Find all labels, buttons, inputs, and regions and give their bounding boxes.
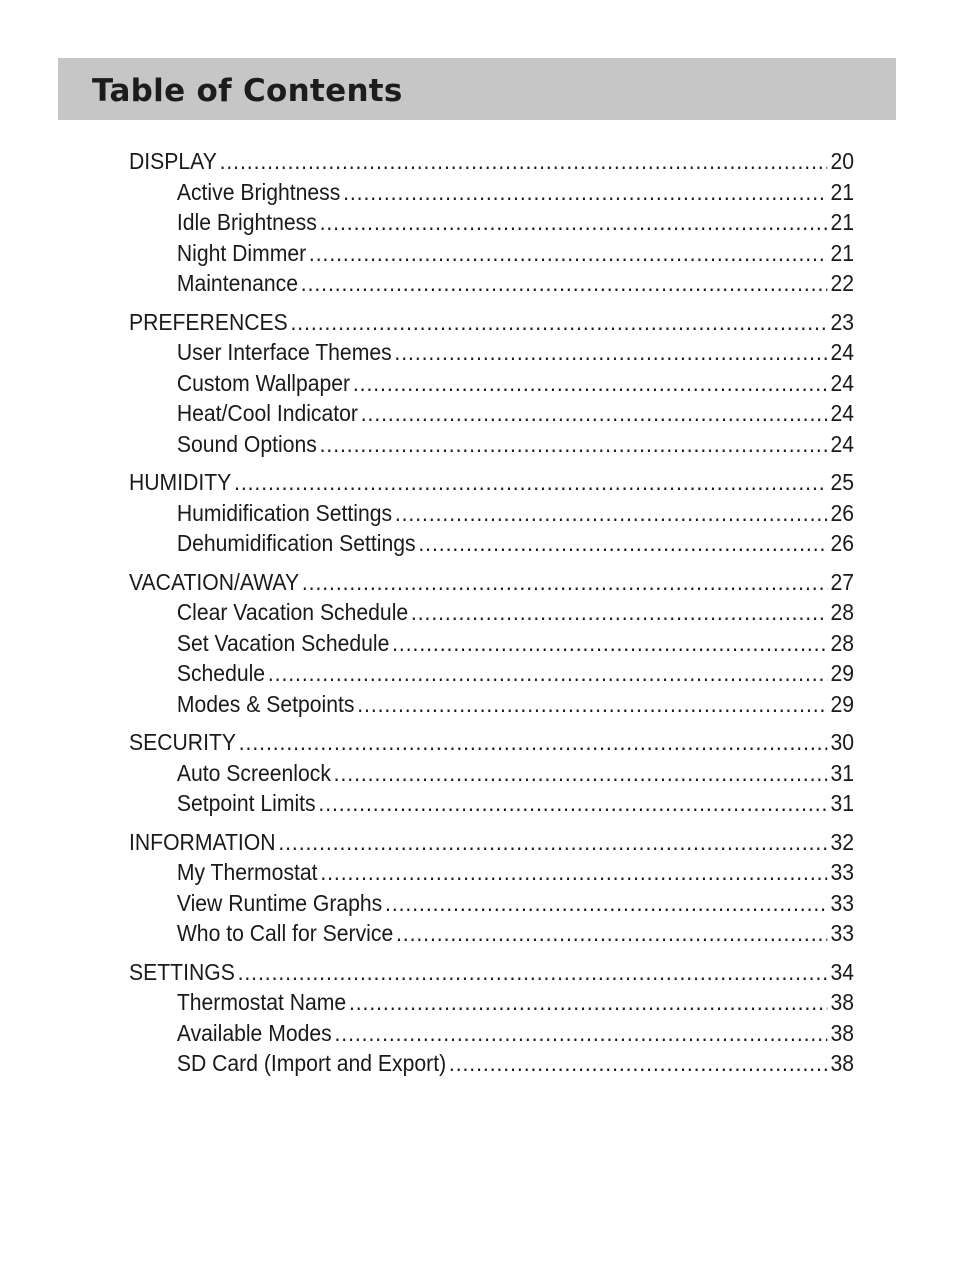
toc-subentry[interactable] xyxy=(129,238,854,269)
toc-entry-label: Thermostat Name xyxy=(176,989,347,1015)
toc-page-number: 34 xyxy=(830,958,855,985)
toc-page-number: 22 xyxy=(830,270,855,296)
toc-section xyxy=(129,567,854,720)
toc-page-number: 28 xyxy=(830,599,855,625)
dot-leader xyxy=(418,528,827,559)
toc-entry-label: View Runtime Graphs xyxy=(176,889,383,916)
toc-page-number: 24 xyxy=(830,369,855,396)
dot-leader xyxy=(334,1018,827,1049)
toc-entry-label: DISPLAY xyxy=(129,148,217,174)
toc-page-number: 24 xyxy=(830,400,855,426)
toc-entry-label: Available Modes xyxy=(176,1019,332,1046)
toc-subentry[interactable] xyxy=(129,337,854,368)
dot-leader xyxy=(357,689,827,720)
toc-subentry[interactable] xyxy=(129,1018,854,1049)
toc-entry-label: VACATION/AWAY xyxy=(129,568,300,595)
toc-subentry[interactable] xyxy=(129,429,854,460)
dot-leader xyxy=(320,207,828,238)
toc-page-number: 38 xyxy=(830,1050,855,1076)
toc-subentry[interactable] xyxy=(129,528,854,559)
dot-leader xyxy=(318,788,827,819)
toc-subentry[interactable] xyxy=(129,177,854,208)
dot-leader xyxy=(309,238,828,269)
toc-entry-label: Night Dimmer xyxy=(176,239,307,266)
toc-entry-label: INFORMATION xyxy=(129,828,276,855)
toc-section xyxy=(129,467,854,559)
toc-entry-label: SD Card (Import and Export) xyxy=(176,1050,447,1076)
dot-leader xyxy=(291,307,828,338)
dot-leader xyxy=(343,177,828,208)
dot-leader xyxy=(238,957,828,988)
toc-subentry[interactable] xyxy=(129,987,854,1018)
toc-entry-label: Heat/Cool Indicator xyxy=(176,400,358,426)
toc-subentry[interactable] xyxy=(129,918,854,949)
toc-page-number: 20 xyxy=(830,148,855,174)
toc-section-heading[interactable] xyxy=(129,727,854,758)
toc-page-number: 27 xyxy=(830,568,855,595)
toc-section-heading[interactable] xyxy=(129,827,854,858)
toc-page-number: 38 xyxy=(830,1019,855,1046)
toc-subentry[interactable] xyxy=(129,689,854,720)
toc-page-number: 30 xyxy=(830,729,855,755)
toc-page-number: 21 xyxy=(830,239,855,266)
toc-subentry[interactable] xyxy=(129,758,854,789)
toc-section-heading[interactable] xyxy=(129,957,854,988)
toc-page-number: 33 xyxy=(830,859,855,885)
toc-entry-label: SECURITY xyxy=(129,729,236,755)
dot-leader xyxy=(268,658,828,689)
dot-leader xyxy=(395,498,828,529)
toc-section-heading[interactable] xyxy=(129,467,854,498)
toc-subentry[interactable] xyxy=(129,398,854,429)
toc-entry-label: Dehumidification Settings xyxy=(176,530,416,556)
toc-page-number: 25 xyxy=(830,469,855,495)
toc-subentry[interactable] xyxy=(129,1048,854,1079)
toc-subentry[interactable] xyxy=(129,207,854,238)
dot-leader xyxy=(349,987,828,1018)
dot-leader xyxy=(301,268,828,299)
dot-leader xyxy=(234,467,828,498)
dot-leader xyxy=(449,1048,828,1079)
toc-page-number: 24 xyxy=(830,430,855,457)
toc-section-heading[interactable] xyxy=(129,567,854,598)
dot-leader xyxy=(334,758,828,789)
toc-subentry[interactable] xyxy=(129,498,854,529)
toc-subentry[interactable] xyxy=(129,857,854,888)
toc-page-number: 33 xyxy=(830,920,855,946)
toc-entry-label: Idle Brightness xyxy=(176,209,317,235)
toc-page-number: 33 xyxy=(830,889,855,916)
toc-subentry[interactable] xyxy=(129,628,854,659)
dot-leader xyxy=(353,368,828,399)
dot-leader xyxy=(220,146,828,177)
toc-page-number: 38 xyxy=(830,989,855,1015)
toc-page-number: 31 xyxy=(830,790,855,816)
dot-leader xyxy=(320,429,828,460)
toc-entry-label: Maintenance xyxy=(176,270,299,296)
toc-section xyxy=(129,307,854,460)
toc-entry-label: User Interface Themes xyxy=(176,339,392,365)
toc-entry-label: Active Brightness xyxy=(176,178,341,205)
page-title: Table of Contents xyxy=(92,73,403,109)
toc-page-number: 21 xyxy=(830,209,855,235)
toc-section-heading[interactable] xyxy=(129,307,854,338)
toc-entry-label: Custom Wallpaper xyxy=(176,369,351,396)
toc-entry-label: My Thermostat xyxy=(176,859,318,885)
dot-leader xyxy=(411,597,828,628)
title-bar xyxy=(58,58,896,120)
toc-section xyxy=(129,146,854,299)
toc-page-number: 23 xyxy=(830,308,855,335)
toc-page-number: 32 xyxy=(830,828,855,855)
toc-entry-label: Schedule xyxy=(176,660,266,686)
dot-leader xyxy=(396,918,828,949)
toc-subentry[interactable] xyxy=(129,888,854,919)
dot-leader xyxy=(361,398,828,429)
toc-section xyxy=(129,727,854,819)
toc-page-number: 29 xyxy=(830,660,855,686)
toc-entry-label: Set Vacation Schedule xyxy=(176,629,390,656)
toc-page-number: 21 xyxy=(830,178,855,205)
toc-subentry[interactable] xyxy=(129,788,854,819)
toc-section xyxy=(129,957,854,1079)
toc-entry-label: Modes & Setpoints xyxy=(176,690,355,717)
toc-subentry[interactable] xyxy=(129,268,854,299)
toc-page-number: 26 xyxy=(830,530,855,556)
table-of-contents xyxy=(129,146,854,1087)
toc-entry-label: Sound Options xyxy=(176,430,317,457)
toc-subentry[interactable] xyxy=(129,597,854,628)
dot-leader xyxy=(394,337,827,368)
toc-page-number: 28 xyxy=(830,629,855,656)
toc-entry-label: HUMIDITY xyxy=(129,469,232,495)
dot-leader xyxy=(385,888,828,919)
toc-page-number: 24 xyxy=(830,339,855,365)
dot-leader xyxy=(302,567,828,598)
dot-leader xyxy=(392,628,828,659)
toc-page-number: 31 xyxy=(830,759,855,786)
dot-leader xyxy=(239,727,828,758)
dot-leader xyxy=(320,857,827,888)
toc-page-number: 29 xyxy=(830,690,855,717)
toc-subentry[interactable] xyxy=(129,658,854,689)
toc-entry-label: Setpoint Limits xyxy=(176,790,316,816)
toc-subentry[interactable] xyxy=(129,368,854,399)
toc-entry-label: PREFERENCES xyxy=(129,308,288,335)
toc-section-heading[interactable] xyxy=(129,146,854,177)
toc-entry-label: Auto Screenlock xyxy=(176,759,331,786)
toc-entry-label: Who to Call for Service xyxy=(176,920,394,946)
toc-page-number: 26 xyxy=(830,499,855,526)
dot-leader xyxy=(278,827,827,858)
toc-entry-label: Clear Vacation Schedule xyxy=(176,599,409,625)
toc-section xyxy=(129,827,854,949)
toc-entry-label: SETTINGS xyxy=(129,958,235,985)
toc-entry-label: Humidification Settings xyxy=(176,499,393,526)
